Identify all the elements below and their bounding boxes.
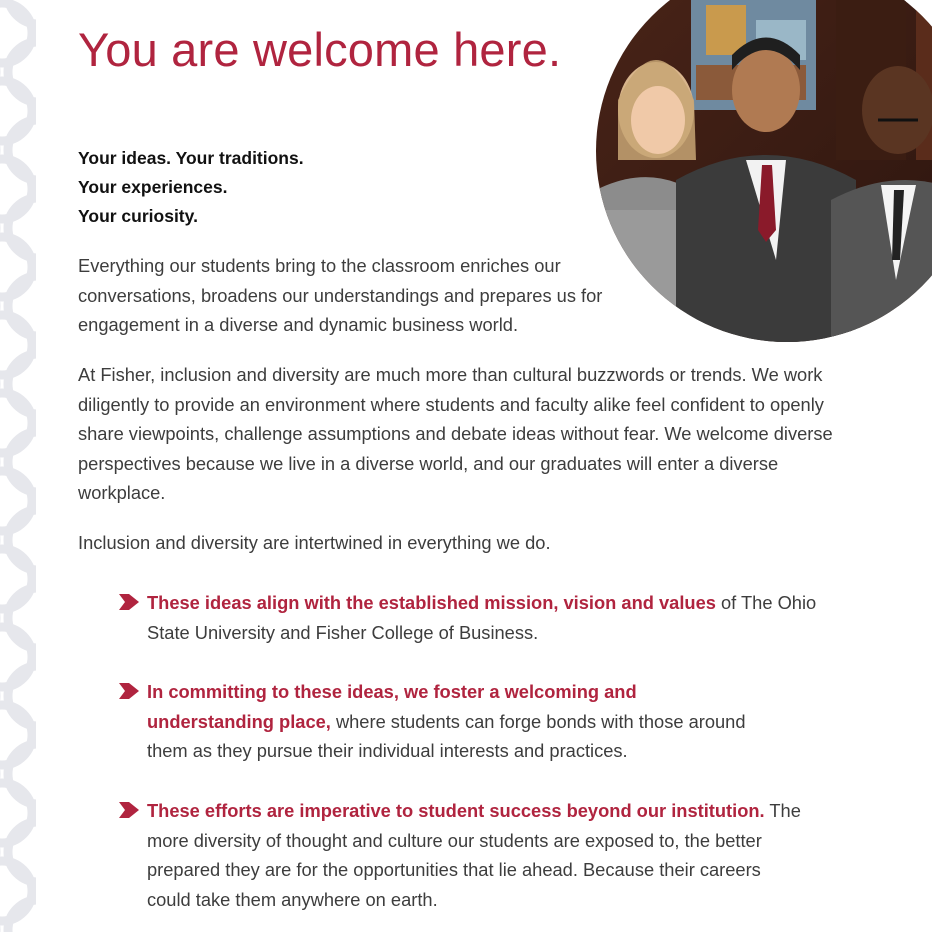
chevron-right-icon bbox=[119, 594, 139, 610]
bullet-item bbox=[119, 796, 839, 914]
bullet-lead: In committing to these ideas, we foster a welcoming and understanding place, bbox=[147, 681, 637, 732]
chevron-right-icon bbox=[119, 683, 139, 699]
bullet-item bbox=[119, 677, 839, 766]
group-photo bbox=[596, 0, 932, 342]
bullet-item bbox=[119, 588, 839, 647]
tagline-line: Your experiences. bbox=[78, 177, 228, 197]
closing-paragraph: Inclusion and diversity are intertwined in everything we do. bbox=[78, 532, 551, 553]
bullet-lead: These ideas align with the established mission, vision and values bbox=[147, 592, 716, 613]
bullet-text: of The Ohio State University and Fisher College of Business. bbox=[147, 592, 817, 643]
chevron-right-icon bbox=[119, 802, 139, 818]
bullet-text: The more diversity of thought and culture our students are exposed to, the better prepared they are for the opportunities that lie ahead. Because their careers could take them anywhere on earth. bbox=[147, 800, 801, 910]
tagline-line: Your curiosity. bbox=[78, 206, 198, 226]
bullet-text: where students can forge bonds with those around them as they pursue their individual interests and practices. bbox=[147, 710, 746, 761]
bullet-lead: These efforts are imperative to student success beyond our institution. bbox=[147, 800, 765, 821]
tagline bbox=[78, 144, 304, 231]
decorative-side-pattern bbox=[0, 0, 36, 932]
intro-paragraph: Everything our students bring to the classroom enriches our conversations, broadens our understandings and prepares us for engagement in a diverse and dynamic business world. bbox=[78, 255, 603, 335]
page-title: You are welcome here. bbox=[78, 23, 562, 76]
tagline-line: Your ideas. Your traditions. bbox=[78, 148, 304, 168]
fisher-paragraph: At Fisher, inclusion and diversity are much more than cultural buzzwords or trends. We work diligently to provide an environment where students and faculty alike feel confident to openly share viewpoints, challenge assumptions and debate ideas without fear. We welcome diverse perspectives because we live in a diverse world, and our graduates will enter a diverse workplace. bbox=[78, 364, 833, 503]
